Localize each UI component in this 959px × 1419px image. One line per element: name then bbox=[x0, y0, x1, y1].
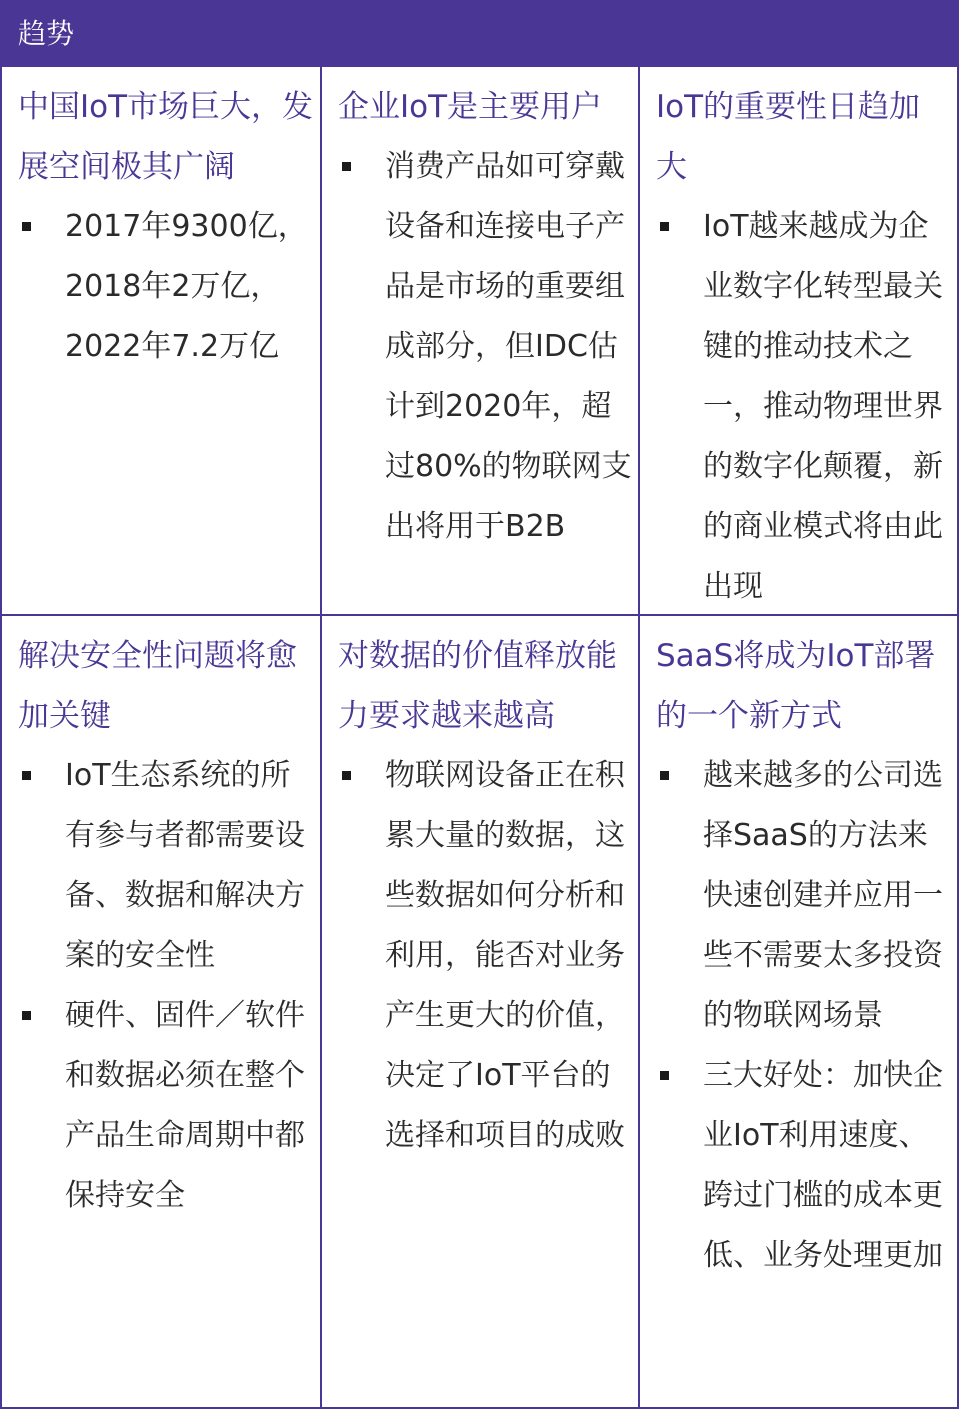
trend-cell-iot-importance bbox=[640, 77, 957, 617]
trend-cell-enterprise-iot bbox=[322, 77, 638, 557]
trend-cell-saas bbox=[640, 626, 957, 1286]
bullet-text: 硬件、固件／软件和数据必须在整个产品生命周期中都保持安全 bbox=[65, 998, 305, 1213]
square-bullet-icon bbox=[342, 771, 351, 780]
cell-title: 企业IoT是主要用户 bbox=[338, 89, 603, 125]
trend-cell-security bbox=[2, 626, 320, 1226]
cell-title: 解决安全性问题将愈加关键 bbox=[18, 638, 297, 734]
cell-title: SaaS将成为IoT部署的一个新方式 bbox=[656, 638, 936, 734]
square-bullet-icon bbox=[22, 771, 31, 780]
bullet-text: 越来越多的公司选择SaaS的方法来快速创建并应用一些不需要太多投资的物联网场景 bbox=[703, 758, 943, 1033]
cell-title: IoT的重要性日趋加大 bbox=[656, 89, 921, 185]
square-bullet-icon bbox=[660, 1071, 669, 1080]
list-item bbox=[338, 746, 632, 1166]
trend-cell-data-value bbox=[322, 626, 638, 1166]
bullet-text: 物联网设备正在积累大量的数据，这些数据如何分析和利用，能否对业务产生更大的价值，决定了IoT平台的选择和项目的成败 bbox=[385, 758, 625, 1153]
bullet-text: 2017年9300亿，2018年2万亿，2022年7.2万亿 bbox=[65, 209, 308, 364]
list-item bbox=[18, 986, 314, 1226]
square-bullet-icon bbox=[342, 162, 351, 171]
list-item bbox=[18, 197, 314, 377]
list-item bbox=[338, 137, 632, 557]
bullet-text: IoT越来越成为企业数字化转型最关键的推动技术之一，推动物理世界的数字化颠覆，新的商业模式将由此出现 bbox=[703, 209, 943, 604]
square-bullet-icon bbox=[660, 222, 669, 231]
square-bullet-icon bbox=[660, 771, 669, 780]
list-item bbox=[656, 746, 951, 1046]
list-item bbox=[656, 1046, 951, 1286]
list-item bbox=[18, 746, 314, 986]
bullet-text: IoT生态系统的所有参与者都需要设备、数据和解决方案的安全性 bbox=[65, 758, 305, 973]
bullet-text: 三大好处：加快企业IoT利用速度、跨过门槛的成本更低、业务处理更加 bbox=[703, 1058, 943, 1273]
trend-cell-iot-market bbox=[2, 77, 320, 377]
cell-title: 中国IoT市场巨大，发展空间极其广阔 bbox=[18, 89, 314, 185]
square-bullet-icon bbox=[22, 1011, 31, 1020]
list-item bbox=[656, 197, 951, 617]
header-divider bbox=[2, 65, 957, 67]
bullet-text: 消费产品如可穿戴设备和连接电子产品是市场的重要组成部分，但IDC估计到2020年，超过80%的物联网支出将用于B2B bbox=[385, 149, 632, 544]
table-header: 趋势 bbox=[2, 2, 957, 65]
square-bullet-icon bbox=[22, 222, 31, 231]
cell-title: 对数据的价值释放能力要求越来越高 bbox=[338, 638, 617, 734]
